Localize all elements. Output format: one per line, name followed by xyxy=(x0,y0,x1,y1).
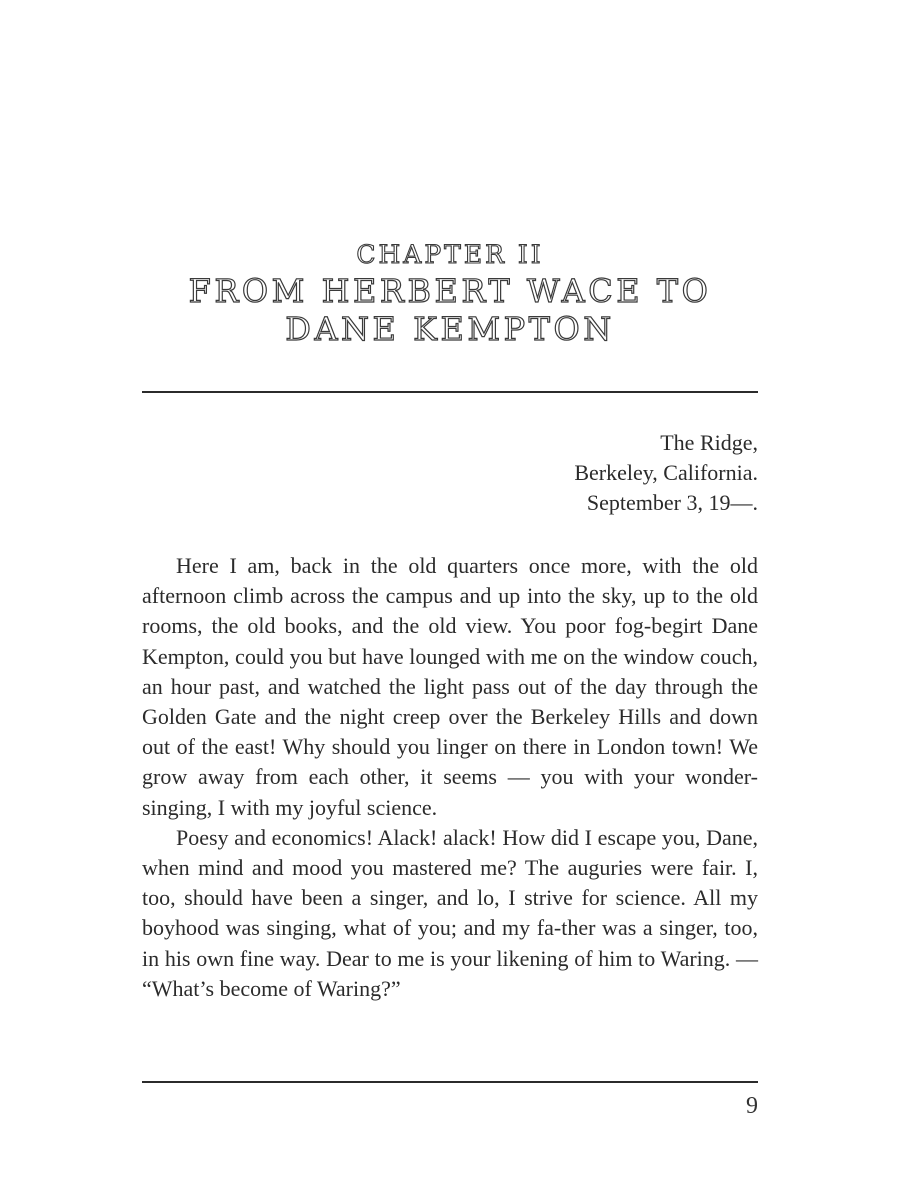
address-line-1: The Ridge, xyxy=(660,430,758,455)
bottom-divider xyxy=(142,1081,758,1083)
letter-body xyxy=(142,551,758,1004)
paragraph: Here I am, back in the old quarters once more, with the old afternoon climb across the campus and up into the sky, up to the old rooms, the old books, and the old view. You poor fog-begirt Dane Kempton, could you but have lounged with me on the window couch, an hour past, and watched the light pass out of the day through the Golden Gate and the night creep over the Berkeley Hills and down out of the east! Why should you linger on there in London town! We grow away from each other, it seems — you with your wonder-singing, I with my joyful science. xyxy=(142,553,758,820)
letter-address xyxy=(574,428,758,518)
chapter-title-line-1: FROM HERBERT WACE TO xyxy=(188,272,712,310)
chapter-title xyxy=(0,272,900,348)
page-number: 9 xyxy=(746,1093,758,1119)
chapter-label: CHAPTER II xyxy=(356,240,544,269)
address-line-2: Berkeley, California. xyxy=(574,460,758,485)
chapter-title-line-2: DANE KEMPTON xyxy=(285,310,615,348)
paragraph: Poesy and economics! Alack! alack! How did I escape you, Dane, when mind and mood you mastered me? The auguries were fair. I, too, should have been a singer, and lo, I strive for science. All my boyhood was singing, what of you; and my fa-ther was a singer, too, in his own fine way. Dear to me is your likening of him to Waring. — “What’s become of Waring?” xyxy=(142,824,758,1001)
top-divider xyxy=(142,391,758,393)
address-date: September 3, 19—. xyxy=(586,490,758,515)
